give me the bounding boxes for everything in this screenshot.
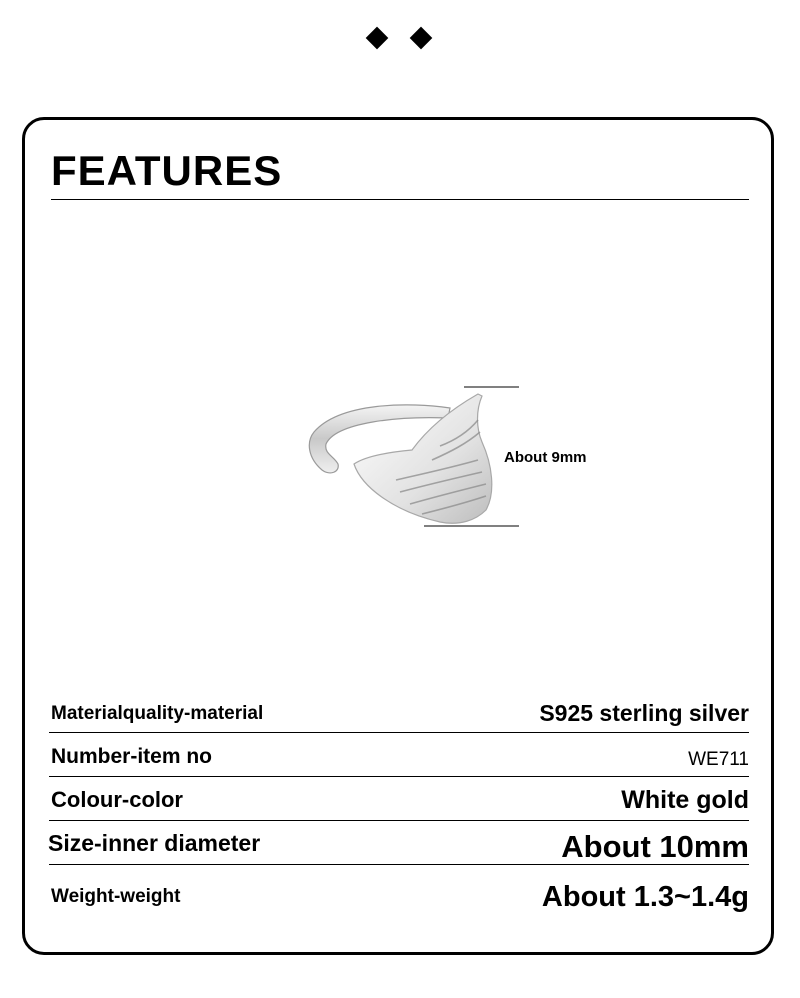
spec-value: White gold (621, 786, 749, 814)
spec-row-item-no (49, 733, 749, 777)
spec-key: Colour-color (51, 787, 183, 812)
spec-row-material (49, 689, 749, 733)
spec-row-size (49, 821, 749, 865)
spec-value: About 10mm (561, 829, 749, 864)
spec-key: Size-inner diameter (48, 830, 261, 856)
diamond-ornament-icon (366, 27, 389, 50)
spec-key: Weight-weight (51, 886, 181, 907)
spec-row-weight (49, 866, 749, 913)
spec-key: Materialquality-material (51, 703, 264, 724)
spec-value: WE711 (688, 749, 749, 770)
spec-value: About 1.3~1.4g (541, 881, 749, 913)
page-title: FEATURES (51, 147, 283, 194)
row-divider (49, 864, 749, 865)
title-divider (51, 199, 749, 200)
dimension-label: About 9mm (504, 449, 587, 466)
spec-key: Number-item no (51, 745, 213, 768)
diamond-ornament-icon (410, 27, 433, 50)
spec-value: S925 sterling silver (539, 700, 749, 726)
spec-row-color (49, 777, 749, 821)
